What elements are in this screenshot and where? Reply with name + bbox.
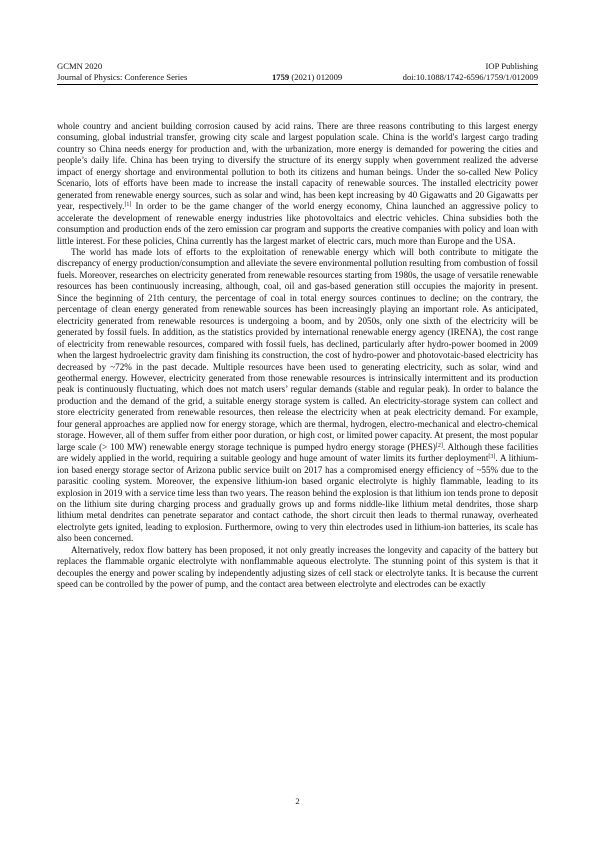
citation-ref-1[interactable]: [1] xyxy=(124,202,132,209)
citation-ref-3[interactable]: [3] xyxy=(488,454,496,461)
paragraph-3: Alternatively, redox flow battery has been proposed, it not only greatly increases the longevity and capacity of the battery but replaces the flammable organic electrolyte with nonflammable aqueous electrolyte. The stunning point of this system is that it decouples the energy and power scaling by independently adjusting sizes of cell stack or electrolyte tanks. It is because the current speed can be controlled by the power of pump, and the contact area between electrolyte and electrodes can be exactly xyxy=(57,544,538,590)
citation-ref-2[interactable]: [2] xyxy=(435,442,443,449)
issue-id: (2021) 012009 xyxy=(291,72,343,82)
paragraph-2-text-b: . Although these facilities are widely applied in the world, requiring a suitable geology and huge amount of water limits its further deployment xyxy=(57,441,539,464)
citation-info xyxy=(272,72,342,83)
paragraph-1 xyxy=(57,121,538,247)
volume-number: 1759 xyxy=(272,72,290,82)
doi-link[interactable]: doi:10.1088/1742-6596/1759/1/012009 xyxy=(402,72,538,82)
paragraph-2-text-a: The world has made lots of efforts to the exploitation of renewable energy which will both contribute to mitigate the discrepancy of energy production/consumption and alleviate the severe environmental pollution resulting from combustion of fossil fuels. Moreover, researches on electricity generated from renewable resources starting from 1980s, the usage of versatile renewable resources has been continuously increasing, although, coal, oil and gas-based generation still occupies the majority in present. Since the beginning of 21th century, the percentage of coal in total energy sources continues to decline; on the contrary, the percentage of clean energy generated from renewable sources has been increasingly playing an important role. As anticipated, electricity generated from renewable resources is undergoing a boom, and by 2050s, only one sixth of the electricity will be generated by fossil fuels. In addition, as the statistics provided by international renewable energy agency (IRENA), the cost range of electricity from renewable resources, compared with fossil fuels, has declined, particularly after hydro-power boomed in 2009 when the largest hydroelectric gravity dam finishing its construction, the cost of hydro-power and photovotaic-based electricity has decreased by ~72% in the past decade. Multiple resources have been used to generating electricity, such as solar, wind and geothermal energy. However, electricity generated from those renewable resources is intrinsically intermittent and its production peak is continuously fluctuating, which does not match users’ regular demands (stable and regular peak). In order to balance the production and the demand of the grid, a suitable energy storage system is called. An electricity-storage system can collect and store electricity generated from renewable resources, then release the electricity when at peak electricity demand. For example, four general approaches are applied now for energy storage, which are thermal, hydrogen, electro-mechanical and electro-chemical storage. However, all of them suffer from either poor duration, or high cost, or limited power capacity. At present, the most popular large scale (> 100 MW) renewable energy storage technique is pumped hydro energy storage (PHES) xyxy=(57,246,538,452)
paragraph-1-text-a: whole country and ancient building corrosion caused by acid rains. There are three reasons contributing to this largest energy consuming, global industrial transfer, growing city scale and largest population scale. China is the world's largest cargo trading country so China needs energy for production and, with the urbanization, more energy is demanded for powering the cities and people’s daily life. China has been trying to diversify the structure of its energy supply when government realized the adverse impact of energy shortage and environmental pollution to both its citizens and human beings. Under the so-called New Policy Scenario, lots of efforts have been made to increase the install capacity of renewable sources. The installed electricity power generated from renewable energy sources, such as solar and wind, has been kept increasing by 40 Gigawatts and 20 Gigawatts per year, respectively. xyxy=(57,121,538,212)
publisher-name: IOP Publishing xyxy=(485,61,538,71)
paragraph-1-text-b: In order to be the game changer of the world energy economy, China launched an aggressive policy to accelerate the development of renewable energy industries like photovoltaics and electric vehicles. China subsidies both the consumption and production ends of the zero emission car program and supports the creative companies with policy and loan with little interest. For these policies, China currently has the largest market of electric cars, much more than Europe and the USA. xyxy=(57,201,539,246)
paragraph-2 xyxy=(57,247,538,545)
journal-name: Journal of Physics: Conference Series xyxy=(57,72,188,82)
paragraph-2-text-c: . A lithium-ion based energy storage sector of Arizona public service built on 2017 has a compromised energy efficiency of ~55% due to the parasitic cooling system. Moreover, the expensive lithium-ion based organic electrolyte is highly flammable, leading to its explosion in 2019 with a service time less than two years. The reason behind the explosion is that lithium ion tends prone to deposit on the lithium site during charging process and gradually grows up and forms niddle-like lithium metal dendrites, those sharp lithium metal dendrites can penetrate separator and contact cathode, the short circuit then leads to thermal runaway, overheated electrolyte gets ignited, leading to explosion. Furthermore, owing to very thin electrodes used in lithium-ion batteries, its scale has also been concerned. xyxy=(57,453,538,544)
conference-name: GCMN 2020 xyxy=(57,61,103,71)
body-text xyxy=(57,121,538,591)
header-rule xyxy=(57,84,538,85)
page-number: 2 xyxy=(295,796,300,806)
